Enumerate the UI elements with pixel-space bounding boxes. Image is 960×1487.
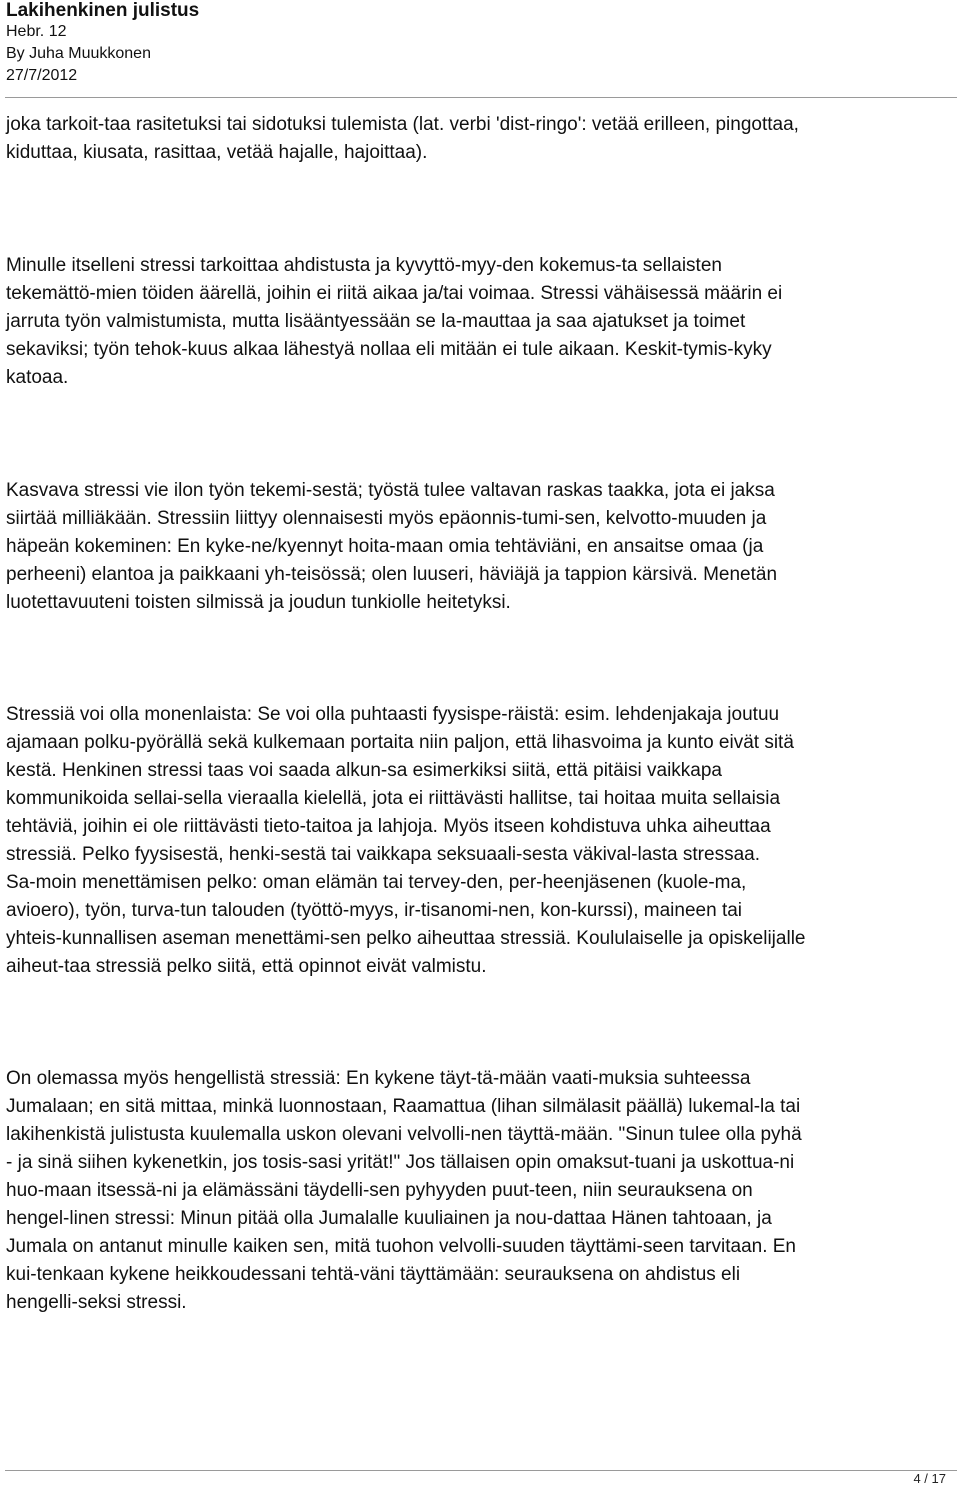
paragraph: Stressiä voi olla monenlaista: Se voi olla puhtaasti fyysispe-räistä: esim. lehdenjakaja joutuu ajamaan polku-pyörällä sekä kulkemaan portaita niin paljon, että lihasvoima ja kunto eivät sitä kestä. Henkinen stressi taas voi saada alkun-sa esimerkiksi siitä, että pitäisi vaikkapa kommunikoida sellai-sella vieraalla kielellä, jota ei riittävästi hallitse, tai hoitaa muita sellaisia tehtäviä, joihin ei ole riittävästi tieto-taitoa ja lahjoja. Myös itseen kohdistuva uhka aiheuttaa stressiä. Pelko fyysisestä, henki-sestä tai vaikkapa seksuaali-sesta väkival-lasta stressaa. Sa-moin menettämisen pelko: oman elämän tai tervey-den, per-heenjäsenen (kuole-ma, avioero), työn, turva-tun talouden (työttö-myys, ir-tisanomi-nen, kon-kurssi), maineen tai yhteis-kunnallisen aseman menettämi-sen pelko aiheuttaa stressiä. Koululaiselle ja opiskelijalle aiheut-taa stressiä pelko siitä, että opinnot eivät valmistu. <box>6 704 806 977</box>
scripture-reference: Hebr. 12 <box>6 23 67 40</box>
page-number: 4 / 17 <box>913 1471 946 1486</box>
paragraph: Kasvava stressi vie ilon työn tekemi-sestä; työstä tulee valtavan raskas taakka, jota ei jaksa siirtää milliäkään. Stressiin liittyy olennaisesti myös epäonnis-tumi-sen, kelvotto-muuden ja häpeän kokeminen: En kyke-ne/kyennyt hoita-maan omia tehtäviäni, en ansaitse omaa (ja perheeni) elantoa ja paikkaani yh-teisössä; olen luuseri, häviäjä ja tappion kärsivä. Menetän luotettavuuteni toisten silmissä ja joudun tunkiolle heitetyksi. <box>6 480 778 613</box>
paragraph: On olemassa myös hengellistä stressiä: En kykene täyt-tä-mään vaati-muksia suhteessa Jumalaan; en sitä mittaa, minkä luonnostaan, Raamattua (lihan silmälasit päällä) lukemal-la tai lakihenkistä julistusta kuulemalla uskon olevani velvolli-nen täyttä-mään. "Sinun tulee olla pyhä - ja sinä siihen kykenetkin, jos tosis-sasi yrität!" Jos tällaisen opin omaksut-tuani ja uskottua-ni huo-maan itsessä-ni ja elämässäni täydelli-sen pyhyyden puut-teen, niin seurauksena on hengel-linen stressi: Minun pitää olla Jumalalle kuuliainen ja nou-dattaa Hänen tahtoaan, ja Jumala on antanut minulle kaiken sen, mitä tuohon velvolli-suuden täyttämi-seen tarvitaan. En kui-tenkaan kykene heikkoudessani tehtä-väni täyttämään: seurauksena on ahdistus eli hengelli-seksi stressi. <box>6 1068 802 1313</box>
paragraph: Minulle itselleni stressi tarkoittaa ahdistusta ja kyvyttö-myy-den kokemus-ta sellaisten tekemättö-mien töiden äärellä, joihin ei riitä aikaa ja/tai voimaa. Stressi vähäisessä määrin ei jarruta työn valmistumista, mutta lisääntyessään se la-mauttaa ja saa ajatukset ja toimet sekaviksi; työn tehok-kuus alkaa lähestyä nollaa eli mitään ei tule aikaan. Keskit-tymis-kyky katoaa. <box>6 255 783 388</box>
footer-divider <box>5 1470 957 1471</box>
document-title: Lakihenkinen julistus <box>6 0 200 21</box>
document-header <box>6 0 199 87</box>
publish-date: 27/7/2012 <box>6 67 78 84</box>
paragraph: joka tarkoit-taa rasitetuksi tai sidotuksi tulemista (lat. verbi 'dist-ringo': vetää erilleen, pingottaa, kiduttaa, kiusata, rasittaa, vetää hajalle, hajoittaa). <box>6 114 799 163</box>
author-line: By Juha Muukkonen <box>6 45 151 62</box>
header-divider <box>5 97 957 98</box>
